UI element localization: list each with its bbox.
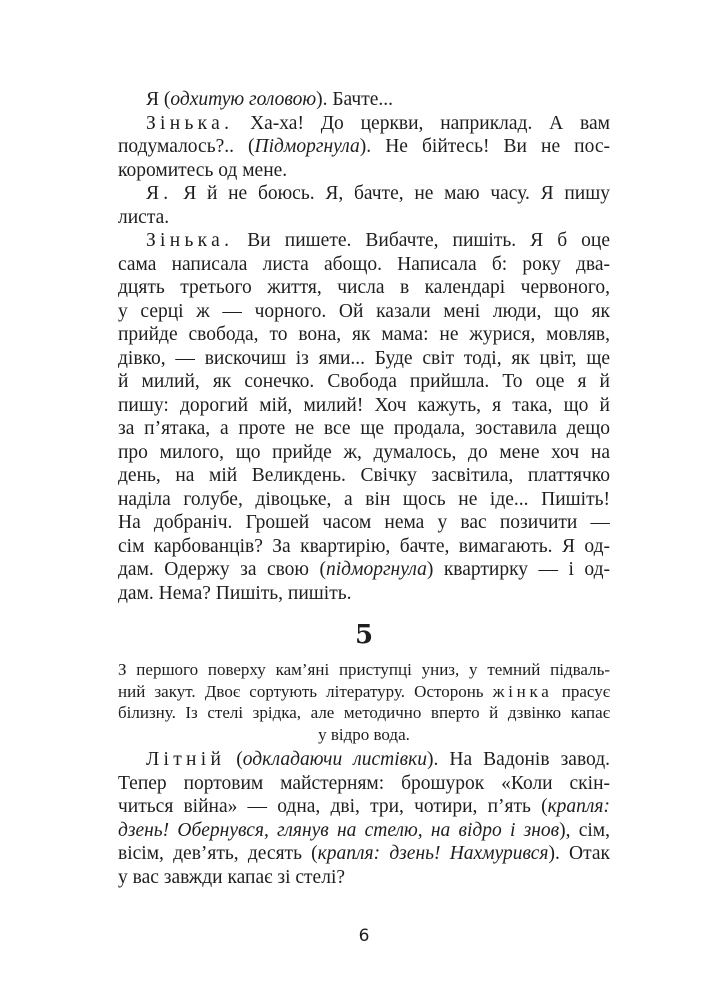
- text-line: [118, 488, 610, 512]
- text-segment: ), сім,: [559, 819, 610, 841]
- text-segment: у відро вода.: [318, 725, 410, 745]
- text-segment: ). Не бійтесь! Ви не пос-: [359, 136, 610, 157]
- text-line: [118, 724, 610, 746]
- text-segment: дам. Одержу за свою (: [118, 559, 326, 580]
- text-line: [118, 659, 610, 681]
- text-line: [118, 417, 610, 441]
- text-line: [118, 681, 610, 703]
- text-segment: у серці ж — чорного. Ой казали мені люди, що як: [118, 300, 610, 322]
- text-line: [118, 702, 610, 724]
- text-segment: й милий, як сонечко. Свобода прийшла. То оце я й: [118, 371, 610, 392]
- text-segment: дам. Нема? Пишіть, пишіть.: [118, 582, 352, 604]
- text-segment: Я (: [146, 89, 171, 110]
- text-segment: коромитесь од мене.: [118, 159, 288, 181]
- text-segment: прийде свобода, то вона, як мама: не журися, мовляв,: [118, 324, 610, 345]
- text-segment: Ви пишете. Вибачте, пишіть. Я б оце: [233, 230, 610, 251]
- text-line: [118, 135, 610, 159]
- text-line: [118, 347, 610, 371]
- text-segment: ). Бачте...: [316, 89, 394, 110]
- text-line: [118, 842, 610, 866]
- text-line: [118, 582, 610, 606]
- text-line: [118, 370, 610, 394]
- text-line: [118, 300, 610, 324]
- text-segment: листа.: [118, 206, 170, 228]
- text-segment: дцять третього життя, числа в календарі червоного,: [118, 277, 610, 298]
- text-segment: сім карбованців? За квартирію, бачте, вимагають. Я од-: [118, 535, 610, 557]
- text-segment: Я й не боюсь. Я, бачте, не маю часу. Я пишу: [172, 183, 610, 204]
- text-line: [118, 253, 610, 277]
- text-line: [118, 748, 610, 772]
- text-segment: про милого, що прийде ж, думалось, до мене хоч на: [118, 441, 610, 463]
- text-line: [118, 394, 610, 418]
- section-heading: 5: [354, 620, 374, 650]
- italic-remark: крапля: дзень! Нахмурився: [317, 843, 549, 864]
- speaker-name: Зінька.: [146, 230, 234, 251]
- italic-remark: підморгнула: [325, 559, 427, 580]
- italic-remark: крапля:: [547, 796, 610, 817]
- text-segment: за п’ятака, а проте не все ще продала, зоставила дещо: [118, 418, 610, 439]
- text-segment: прасує: [552, 681, 610, 701]
- text-segment: сама написала листа абощо. Написала б: року два-: [118, 253, 610, 275]
- text-line: [118, 558, 610, 582]
- text-segment: білизну. Із стелі зрідка, але методично вперто й дзвінко капає: [118, 703, 610, 723]
- text-line: [118, 535, 610, 559]
- text-line: [118, 441, 610, 465]
- text-segment: ) квартирку — і од-: [426, 559, 610, 580]
- text-line: [118, 229, 610, 253]
- text-line: [118, 819, 610, 843]
- text-segment: ). Отак: [548, 843, 610, 864]
- text-segment: наділа голубе, дівоцьке, а він щось не іде... Пишіть!: [118, 488, 610, 510]
- text-line: [118, 511, 610, 535]
- speaker-name: Я.: [146, 183, 173, 204]
- italic-remark: дзень! Обернувся, глянув на стелю, на відро і знов: [118, 819, 560, 841]
- text-segment: день, на мій Великдень. Свічку засвітила, платтячко: [118, 465, 610, 486]
- text-line: [118, 112, 610, 136]
- text-segment: дівко, — вискочиш із ями... Буде світ тоді, як цвіт, ще: [118, 347, 610, 369]
- text-line: [118, 88, 610, 112]
- text-line: [118, 206, 610, 230]
- text-segment: ). На Вадонів завод.: [427, 749, 610, 770]
- text-segment: у вас завжди капає зі стелі?: [118, 866, 346, 888]
- text-segment: вісім, дев’ять, десять (: [118, 843, 318, 864]
- text-line: [118, 323, 610, 347]
- text-line: [118, 795, 610, 819]
- text-line: [118, 159, 610, 183]
- text-segment: (: [225, 749, 243, 770]
- text-line: [118, 772, 610, 796]
- speaker-name: Зінька.: [146, 112, 234, 134]
- text-line: [118, 276, 610, 300]
- text-segment: подумалось?.. (: [118, 136, 255, 157]
- text-segment: Ха-ха! До церкви, наприклад. А вам: [233, 112, 610, 134]
- text-segment: На добраніч. Грошей часом нема у вас позичити —: [118, 512, 610, 533]
- text-line: [118, 866, 610, 890]
- text-segment: читься війна» — одна, дві, три, чотири, п’ять (: [118, 796, 548, 817]
- italic-remark: Підморгнула: [254, 136, 360, 157]
- italic-remark: одкладаючи листівки: [242, 749, 428, 770]
- italic-remark: одхитую головою: [170, 89, 317, 110]
- speaker-name: Літній: [146, 749, 226, 770]
- text-segment: З першого поверху кам’яні приступці униз, у темний підваль-: [118, 660, 610, 679]
- speaker-name: жінка: [492, 681, 553, 701]
- page-number: 6: [358, 926, 370, 946]
- text-segment: ний закут. Двоє сортують літературу. Осторонь: [118, 681, 493, 701]
- text-segment: Тепер портовим майстерням: брошурок «Коли скін-: [118, 772, 610, 794]
- text-line: [118, 182, 610, 206]
- text-segment: пишу: дорогий мій, милий! Хоч кажуть, я така, що й: [118, 394, 610, 416]
- text-line: [118, 464, 610, 488]
